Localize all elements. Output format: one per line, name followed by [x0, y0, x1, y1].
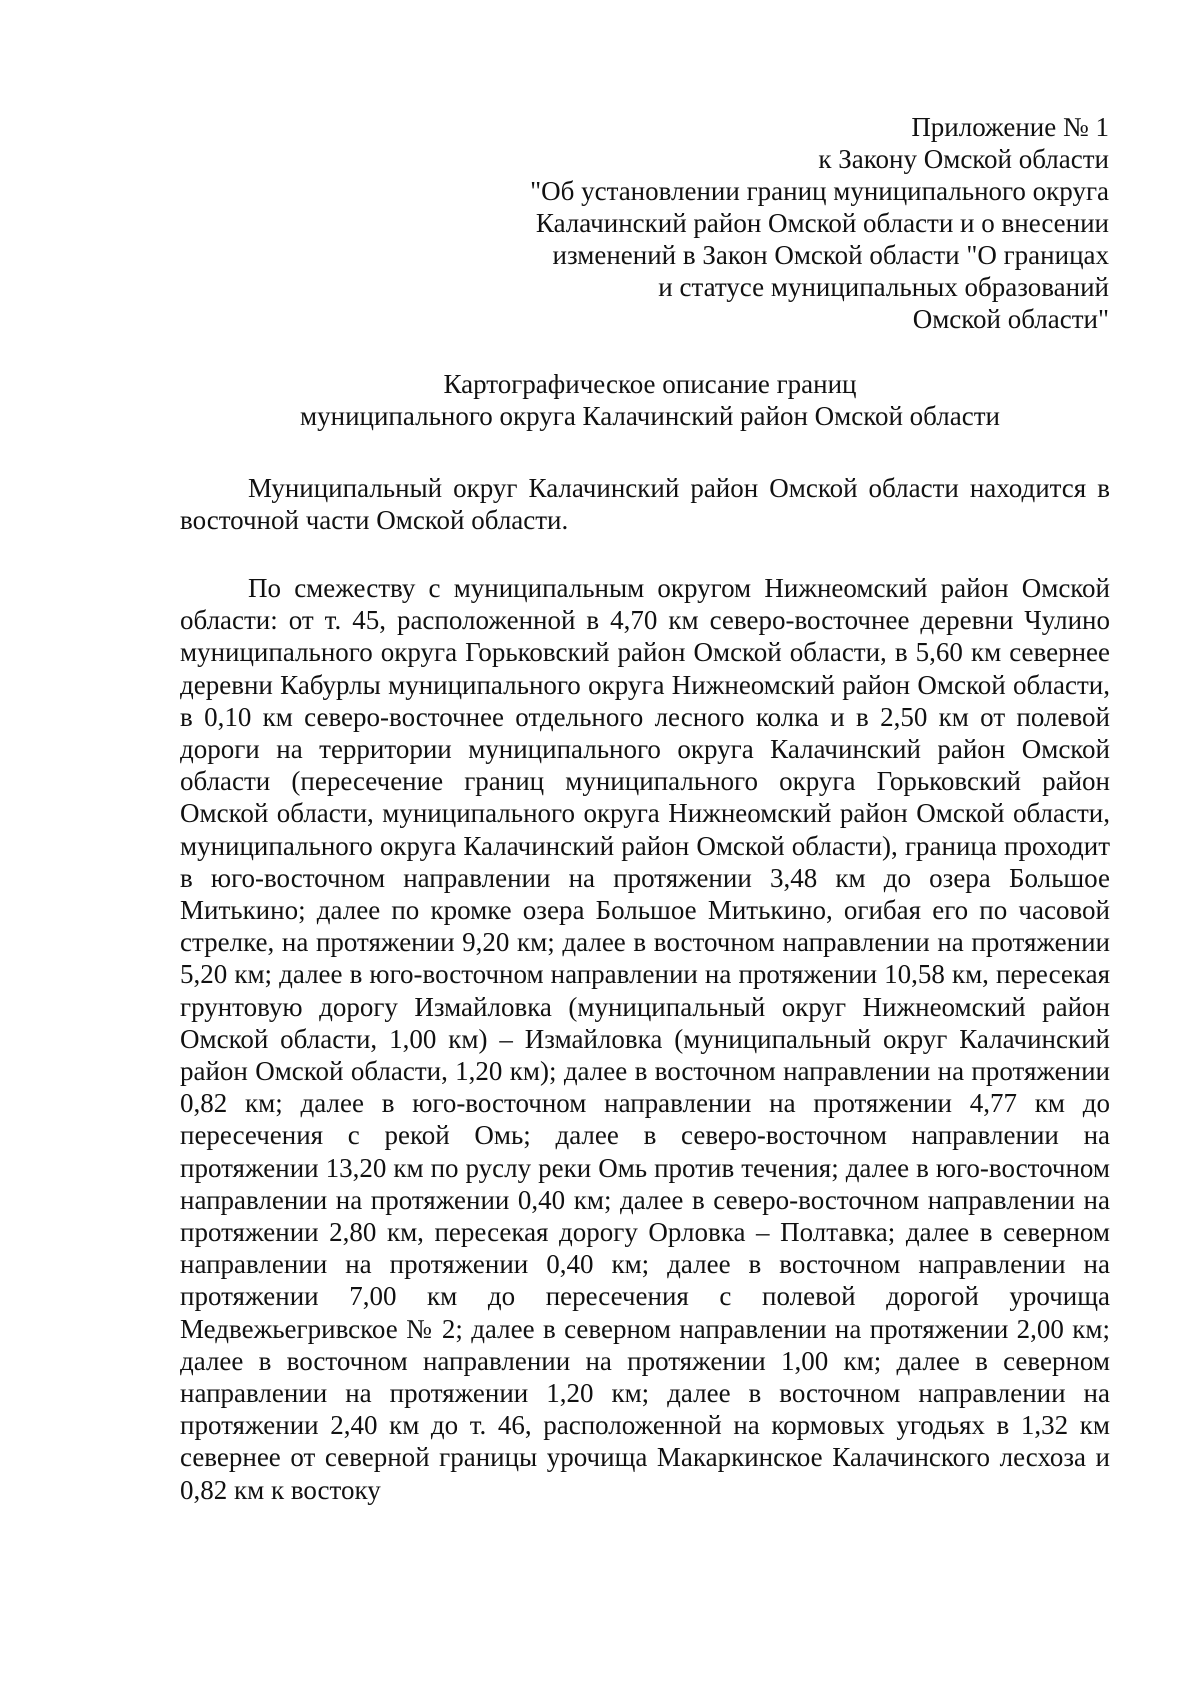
- appendix-line: Омской области": [912, 304, 1109, 334]
- title-line-2: муниципального округа Калачинский район Омской области: [300, 401, 1000, 431]
- title-line-1: Картографическое описание границ: [443, 369, 857, 399]
- appendix-line: Приложение № 1: [911, 112, 1109, 142]
- appendix-line: изменений в Закон Омской области "О границах: [552, 240, 1109, 270]
- document-title: [180, 368, 1120, 432]
- border-description-paragraph: По смежеству с муниципальным округом Нижнеомский район Омской области: от т. 45, расположенной в 4,70 км северо-восточнее деревни Чулино муниципального округа Горьковский район Омской области, в 5,60 км севернее деревни Кабурлы муниципального округа Нижнеомский район Омской области, в 0,10 км северо-восточнее отдельного лесного колка и в 2,50 км от полевой дороги на территории муниципального округа Калачинский район Омской области (пересечение границ муниципального округа Горьковский район Омской области, муниципального округа Нижнеомский район Омской области, муниципального округа Калачинский район Омской области), граница проходит в юго-восточном направлении на протяжении 3,48 км до озера Большое Митькино; далее по кромке озера Большое Митькино, огибая его по часовой стрелке, на протяжении 9,20 км; далее в восточном направлении на протяжении 5,20 км; далее в юго-восточном направлении на протяжении 10,58 км, пересекая грунтовую дорогу Измайловка (муниципальный округ Нижнеомский район Омской области, 1,00 км) – Измайловка (муниципальный округ Калачинский район Омской области, 1,20 км); далее в восточном направлении на протяжении 0,82 км; далее в юго-восточном направлении на протяжении 4,77 км до пересечения с рекой Омь; далее в северо-восточном направлении на протяжении 13,20 км по руслу реки Омь против течения; далее в юго-восточном направлении на протяжении 0,40 км; далее в северо-восточном направлении на протяжении 2,80 км, пересекая дорогу Орловка – Полтавка; далее в северном направлении на протяжении 0,40 км; далее в восточном направлении на протяжении 7,00 км до пересечения с полевой дорогой урочища Медвежьегривское № 2; далее в северном направлении на протяжении 2,00 км; далее в восточном направлении на протяжении 1,00 км; далее в северном направлении на протяжении 1,20 км; далее в восточном направлении на протяжении 2,40 км до т. 46, расположенной на кормовых угодьях в 1,32 км севернее от северной границы урочища Макаркинское Калачинского лесхоза и 0,82 км к востоку: [180, 573, 1110, 1505]
- appendix-line: и статусе муниципальных образований: [658, 272, 1109, 302]
- appendix-line: Калачинский район Омской области и о внесении: [535, 208, 1109, 238]
- appendix-header: [429, 111, 1109, 335]
- intro-paragraph: Муниципальный округ Калачинский район Омской области находится в восточной части Омской области.: [180, 473, 1110, 536]
- appendix-line: "Об установлении границ муниципального округа: [530, 176, 1109, 206]
- appendix-line: к Закону Омской области: [818, 144, 1109, 174]
